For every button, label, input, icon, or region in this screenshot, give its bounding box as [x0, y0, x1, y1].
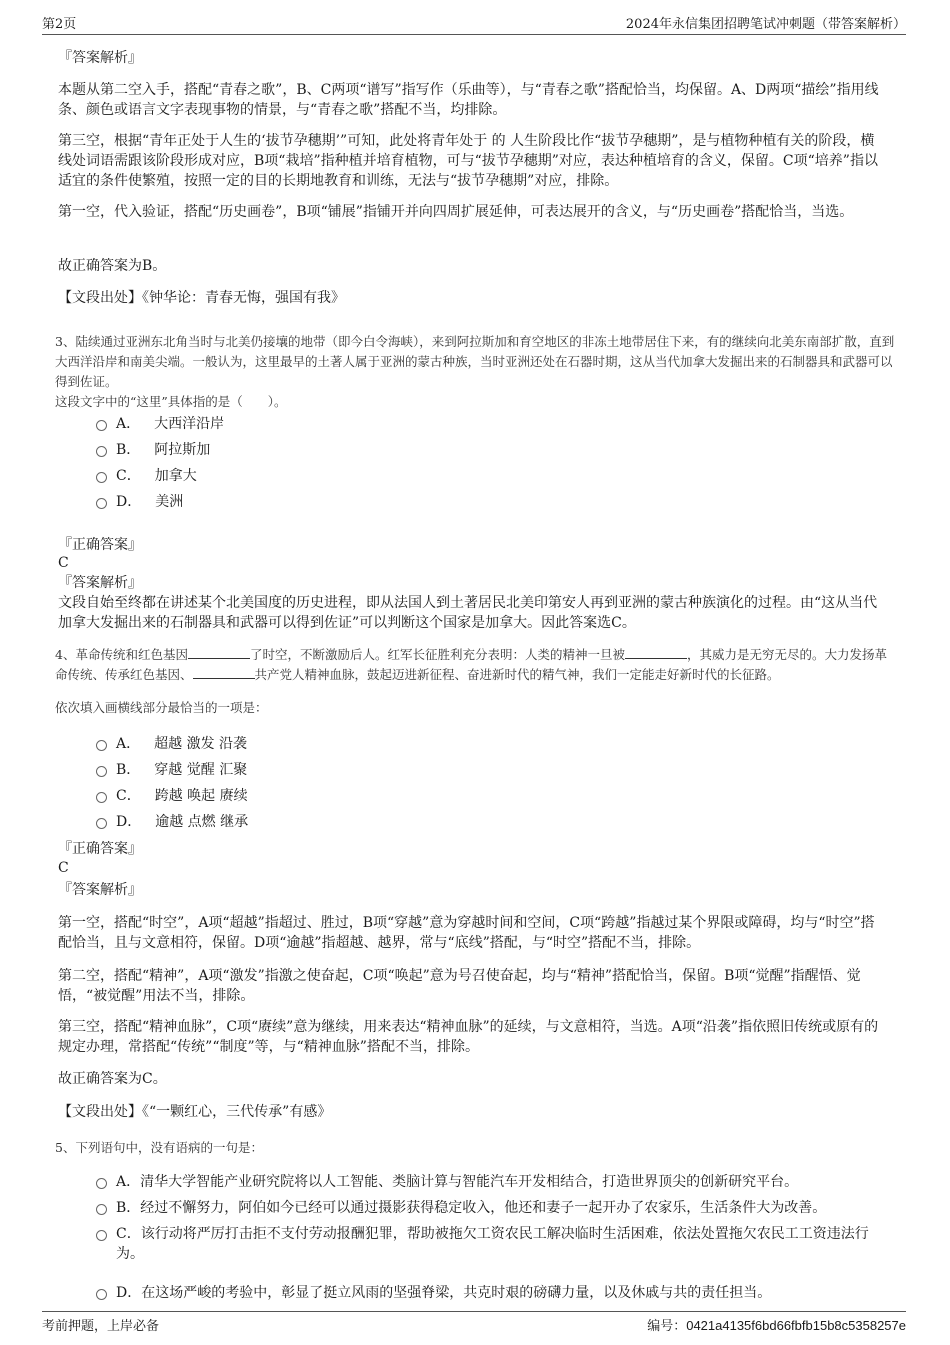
radio-icon[interactable] — [96, 1289, 107, 1300]
radio-icon[interactable] — [96, 498, 107, 509]
q4-stem: 4、革命传统和红色基因 了时空，不断激励后人。红军长征胜利充分表明：人类的精神一旦被 ，其威力是无穷无尽的。大力发扬革命传统、传承红色基因、 共产党人精神血脉，鼓起迈进新征程、奋进新时代的精气神，我们一定能走好新时代的长征路。 — [55, 647, 887, 682]
q4-analysis-label: 『答案解析』 — [58, 882, 142, 898]
q2-analysis-p2: 第三空，根据“青年正处于人生的‘拔节孕穗期’”可知，此处将青年处于 的 人生阶段比作“拔节孕穗期”，是与植物种植有关的阶段，横线处词语需跟该阶段形成对应，B项“栽培”指种植并培育植物，可与“拔节孕穗期”对应，表达种植培育的含义，保留。C项“培养”指以适宜的条件使繁殖，按照一定的目的长期地教育和训练，无法与“拔节孕穗期”对应，排除。 — [58, 133, 878, 189]
q4-option-a[interactable]: A． 超越 激发 沿袭 — [96, 734, 247, 754]
q5-option-b[interactable]: B．经过不懈努力，阿伯如今已经可以通过摄影获得稳定收入，他还和妻子一起开办了农家乐，生活条件大为改善。 — [96, 1198, 896, 1218]
footer-slogan: 考前押题，上岸必备 — [42, 1319, 160, 1334]
q5-option-c[interactable]: C．该行动将严厉打击拒不支付劳动报酬犯罪，帮助被拖欠工资农民工解决临时生活困难，依法处置拖欠农民工工资违法行为。 — [96, 1224, 896, 1264]
q4-option-b[interactable]: B． 穿越 觉醒 汇聚 — [96, 760, 247, 780]
radio-icon[interactable] — [96, 472, 107, 483]
q3-answer-label: 『正确答案』 — [58, 537, 142, 553]
radio-icon[interactable] — [96, 792, 107, 803]
q2-source: 【文段出处】《钟华论：青春无悔，强国有我》 — [58, 290, 345, 306]
page-header — [42, 10, 906, 35]
page-footer — [42, 1311, 906, 1334]
radio-icon[interactable] — [96, 740, 107, 751]
q3-analysis: 文段自始至终都在讲述某个北美国度的历史进程，即从法国人到土著居民北美印第安人再到亚洲的蒙古种族演化的过程。由“这从当代加拿大发掘出来的石制器具和武器可以得到佐证”可以判断这个国家是加拿大。因此答案选C。 — [58, 595, 878, 631]
radio-icon[interactable] — [96, 818, 107, 829]
radio-icon[interactable] — [96, 1204, 107, 1215]
q2-analysis-p3: 第一空，代入验证，搭配“历史画卷”，B项“铺展”指铺开并向四周扩展延伸，可表达展开的含义，与“历史画卷”搭配恰当，当选。 — [58, 204, 854, 220]
q2-analysis-label: 『答案解析』 — [58, 50, 142, 66]
q2-conclusion: 故正确答案为B。 — [58, 258, 167, 274]
q4-question: 依次填入画横线部分最恰当的一项是： — [55, 700, 268, 715]
q4-answer-label: 『正确答案』 — [58, 841, 142, 857]
q3-analysis-label: 『答案解析』 — [58, 575, 142, 591]
document-title: 2024年永信集团招聘笔试冲刺题（带答案解析） — [625, 17, 906, 32]
q4-answer: C — [58, 860, 69, 876]
radio-icon[interactable] — [96, 1178, 107, 1189]
q3-option-b[interactable]: B． 阿拉斯加 — [96, 440, 210, 460]
q4-analysis-p3: 第三空，搭配“精神血脉”，C项“赓续”意为继续，用来表达“精神血脉”的延续，与文意相符，当选。A项“沿袭”指依照旧传统或原有的规定办理，常搭配“传统”“制度”等，与“精神血脉”搭配不当，排除。 — [58, 1019, 879, 1055]
q2-analysis-p1: 本题从第二空入手，搭配“青春之歌”，B、C两项“谱写”指写作（乐曲等），与“青春之歌”搭配恰当，均保留。A、D两项“描绘”指用线条、颜色或语言文字表现事物的情景，与“青春之歌”搭配不当，均排除。 — [58, 82, 879, 118]
q3-option-c[interactable]: C． 加拿大 — [96, 466, 197, 486]
q5-option-d[interactable]: D．在这场严峻的考验中，彰显了挺立风雨的坚强脊梁，共克时艰的磅礴力量，以及休戚与共的责任担当。 — [96, 1283, 896, 1303]
q4-analysis-p2: 第二空，搭配“精神”，A项“激发”指激之使奋起，C项“唤起”意为号召使奋起，均与“精神”搭配恰当，保留。B项“觉醒”指醒悟、觉悟，“被觉醒”用法不当，排除。 — [58, 968, 861, 1004]
page-number: 第2页 — [42, 17, 77, 32]
radio-icon[interactable] — [96, 446, 107, 457]
q3-answer: C — [58, 555, 69, 571]
footer-id: 编号：0421a4135f6bd66fbfb15b8c5358257e — [647, 1318, 906, 1334]
blank-line — [188, 646, 250, 659]
blank-line — [625, 646, 687, 659]
q4-option-d[interactable]: D． 逾越 点燃 继承 — [96, 812, 248, 832]
q3-option-d[interactable]: D． 美洲 — [96, 492, 183, 512]
q3-option-a[interactable]: A． 大西洋沿岸 — [96, 414, 224, 434]
q3-question: 这段文字中的“这里”具体指的是（ ）。 — [55, 394, 287, 409]
q4-option-c[interactable]: C． 跨越 唤起 赓续 — [96, 786, 248, 806]
q5-option-a[interactable]: A．清华大学智能产业研究院将以人工智能、类脑计算与智能汽车开发相结合，打造世界顶尖的创新研究平台。 — [96, 1172, 896, 1192]
q4-conclusion: 故正确答案为C。 — [58, 1071, 167, 1087]
q3-stem: 3、陆续通过亚洲东北角当时与北美仍接壤的地带（即今白令海峡），来到阿拉斯加和育空地区的非冻土地带居住下来，有的继续向北美东南部扩散，直到大西洋沿岸和南美尖端。一般认为，这里最早的土著人属于亚洲的蒙古种族，当时亚洲还处在石器时期，这从当代加拿大发掘出来的石制器具和武器可以得到佐证。 — [55, 334, 895, 389]
radio-icon[interactable] — [96, 420, 107, 431]
blank-line — [193, 666, 255, 679]
radio-icon[interactable] — [96, 766, 107, 777]
q4-analysis-p1: 第一空，搭配“时空”，A项“超越”指超过、胜过，B项“穿越”意为穿越时间和空间，C项“跨越”指越过某个界限或障碍，均与“时空”搭配恰当，且与文意相符，保留。D项“逾越”指超越、越界，常与“底线”搭配，与“时空”搭配不当，排除。 — [58, 915, 875, 951]
q4-source: 【文段出处】《“一颗红心，三代传承”有感》 — [58, 1104, 332, 1120]
radio-icon[interactable] — [96, 1230, 107, 1241]
q5-stem: 5、下列语句中，没有语病的一句是： — [55, 1140, 263, 1155]
